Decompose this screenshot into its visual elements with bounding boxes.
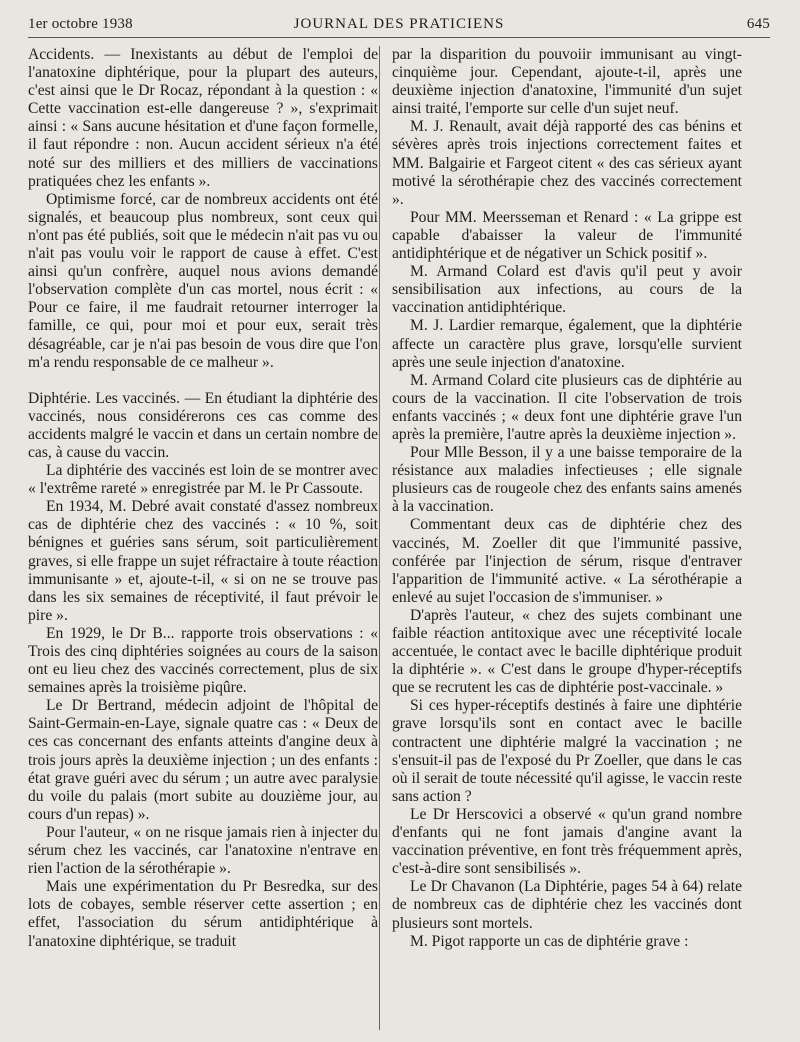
column-divider <box>379 46 380 1030</box>
paragraph: La diphtérie des vaccinés est loin de se montrer avec « l'extrême rareté » enregistrée par M. le Pr Cassoute. <box>28 462 378 498</box>
paragraph: M. J. Renault, avait déjà rapporté des cas bénins et sévères après trois injections correctement faites et MM. Balgairie et Fargeot citent « des cas sérieux ayant motivé la sérothérapie chez des vaccinés correctement ». <box>392 118 742 208</box>
paragraph: M. Armand Colard cite plusieurs cas de diphtérie au cours de la vaccination. Il cite l'observation de trois enfants vaccinés ; « deux font une diphtérie grave l'un après la première, l'autre après la deuxième injection ». <box>392 371 742 443</box>
paragraph: En 1929, le Dr B... rapporte trois observations : « Trois des cinq diphtéries soignées au cours de la saison ont eu lieu chez des vaccinés correctement, plus de six semaines après la troisième piqûre. <box>28 624 378 697</box>
paragraph: Si ces hyper-réceptifs destinés à faire une diphtérie grave lorsqu'ils sont en contact avec le bacille contractent une diphtérie malgré la vaccination ; ne s'ensuit-il pas de l'exposé du Pr Zoeller, que dans le cas où il serait de toute nécessité qu'il agisse, le vaccin reste sans action ? <box>392 697 742 805</box>
paragraph: Accidents. — Inexistants au début de l'emploi de l'anatoxine diphtérique, pour la plupart des auteurs, c'est ainsi que le Dr Rocaz, répondant à la question : « Cette vaccination est-elle dangereuse ? », s'exprimait ainsi : « Sans aucune hésitation et d'une façon formelle, il faut répondre : non. Aucun accident sérieux n'a été noté sur des milliers et des milliers de vaccinations pratiquées chez les enfants ». <box>28 46 378 190</box>
paragraph: Mais une expérimentation du Pr Besredka, sur des lots de cobayes, semble réserver cette assertion ; en effet, l'association du sérum antidiphtérique à l'anatoxine diphtérique, se traduit <box>28 878 378 950</box>
right-column <box>392 46 742 1032</box>
header-page-number: 645 <box>746 16 770 32</box>
left-column <box>28 46 378 1032</box>
page-header <box>28 14 770 38</box>
paragraph: M. J. Lardier remarque, également, que la diphtérie affecte un caractère plus grave, lorsqu'elle survient après une seule injection d'anatoxine. <box>392 317 742 371</box>
paragraph: Optimisme forcé, car de nombreux accidents ont été signalés, et beaucoup plus nombreux, sont ceux qui n'ont pas été publiés, soit que le médecin n'ait pas vu ou n'ait pas voulu voir le rapport de cause à effet. C'est ainsi qu'un confrère, auquel nous avions demandé l'observation complète d'un cas mortel, nous écrit : « Pour ce faire, il me faudrait retourner interroger la famille, ce qui, pour moi et pour eux, serait très désagréable, car je n'ai pas besoin de vous dire que l'on m'a rendu responsable de ce malheur ». <box>28 190 378 371</box>
paragraph: par la disparition du pouvoiir immunisant au vingt-cinquième jour. Cependant, ajoute-t-il, après une deuxième injection d'anatoxine, l'immunité d'un sujet ainsi traité, l'emporte sur celle d'un sujet neuf. <box>392 46 742 118</box>
paragraph: M. Armand Colard est d'avis qu'il peut y avoir sensibilisation aux infections, au cours de la vaccination antidiphtérique. <box>392 263 742 317</box>
paragraph: Pour Mlle Besson, il y a une baisse temporaire de la résistance aux maladies infectieuses ; elle signale plusieurs cas de rougeole chez des enfants sains amenés à la vaccination. <box>392 444 742 516</box>
paragraph: Le Dr Chavanon (La Diphtérie, pages 54 à 64) relate de nombreux cas de diphtérie chez les vaccinés dont plusieurs sont mortels. <box>392 878 742 932</box>
paragraph: Le Dr Herscovici a observé « qu'un grand nombre d'enfants qui ne font jamais d'angine avant la vaccination préventive, en font très fréquemment après, c'est-à-dire sont sensibilisés ». <box>392 805 742 878</box>
paragraph: M. Pigot rapporte un cas de diphtérie grave : <box>410 932 689 950</box>
header-date: 1er octobre 1938 <box>28 16 133 32</box>
paragraph: Le Dr Bertrand, médecin adjoint de l'hôpital de Saint-Germain-en-Laye, signale quatre cas : « Deux de ces cas concernant des enfants atteints d'angine deux à trois jours après la deuxième injection ; un des enfants : état grave guéri avec du sérum ; un autre avec paralysie du voile du palais (mort subite au douzième jour, au cours d'un repas) ». <box>28 697 378 823</box>
header-rule <box>28 37 770 38</box>
paragraph: Pour l'auteur, « on ne risque jamais rien à injecter du sérum chez les vaccinés, car l'anatoxine n'entrave en rien l'action de la sérothérapie ». <box>28 823 378 878</box>
paragraph: Commentant deux cas de diphtérie chez des vaccinés, M. Zoeller dit que l'immunité passive, conférée par l'injection de sérum, risque d'entraver l'apparition de l'immunité active. « La sérothérapie a enlevé au sujet l'occasion de s'immuniser. » <box>392 516 742 606</box>
paragraph: Pour MM. Meersseman et Renard : « La grippe est capable d'abaisser la valeur de l'immunité antidiphtérique et de négativer un Schick positif ». <box>392 208 742 263</box>
paragraph: En 1934, M. Debré avait constaté d'assez nombreux cas de diphtérie chez des vaccinés : « 10 %, soit bénignes et guéries sans sérum, soit particulièrement graves, si elle frappe un sujet réfractaire à toute réaction immunisante » et, ajoute-t-il, « si on ne se trouve pas dans les six semaines de réceptivité, il faut prévoir le pire ». <box>28 498 378 624</box>
paragraph: Diphtérie. Les vaccinés. — En étudiant la diphtérie des vaccinés, nous considérerons ces cas comme des accidents malgré le vaccin et dans un certain nombre de cas, à cause du vaccin. <box>28 389 378 461</box>
paragraph: D'après l'auteur, « chez des sujets combinant une faible réaction antitoxique avec une réceptivité locale accentuée, le contact avec le bacille diphtérique produit la diphtérie ». « C'est dans le groupe d'hyper-réceptifs que se recrutent les cas de diphtérie post-vaccinale. » <box>392 606 742 697</box>
header-journal-title: JOURNAL DES PRATICIENS <box>293 16 505 32</box>
